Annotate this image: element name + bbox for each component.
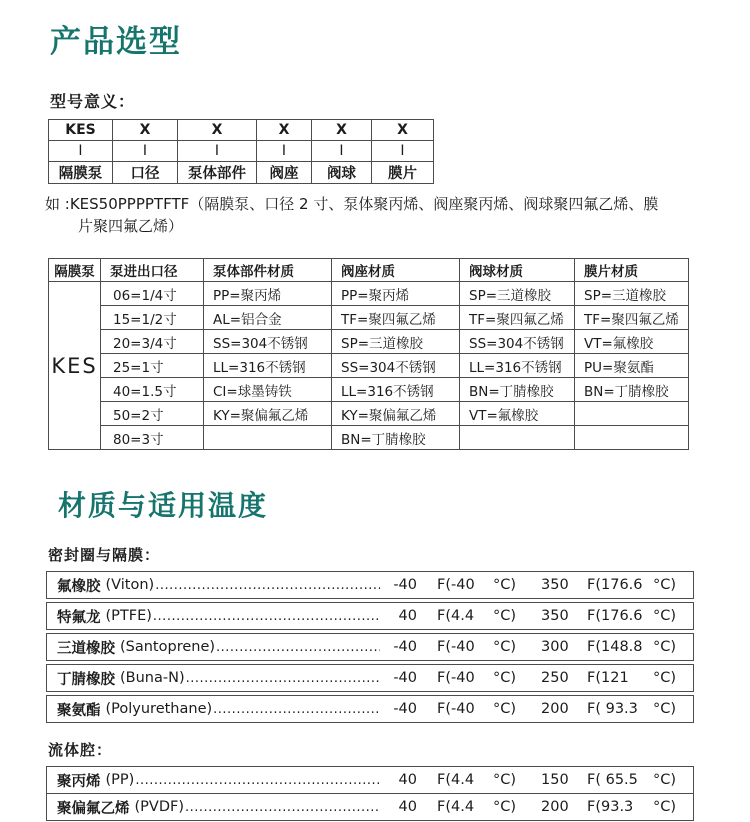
model-code-cell: 膜片 (372, 162, 434, 184)
temp-c-low: F(4.4 (437, 608, 475, 624)
material-name-en: (PTFE) (105, 608, 152, 624)
port-size-cell: 50=2寸 (101, 402, 204, 426)
material-cell: LL=316不锈钢 (460, 354, 575, 378)
selection-header-cell: 膜片材质 (575, 259, 689, 282)
material-cell: KY=聚偏氟乙烯 (204, 402, 332, 426)
material-cell: CI=球墨铸铁 (204, 378, 332, 402)
model-code-row (49, 120, 434, 141)
material-cell: PU=聚氨酯 (575, 354, 689, 378)
model-code-cell: X (113, 120, 178, 141)
selection-row (49, 354, 689, 378)
port-size-cell: 06=1/4寸 (101, 282, 204, 306)
material-name-cn: 氟橡胶 (57, 578, 101, 595)
material-cell: LL=316不锈钢 (332, 378, 460, 402)
selection-row (49, 378, 689, 402)
selection-row (49, 282, 689, 306)
selection-table (48, 258, 689, 450)
temp-c-low-unit: °C) (493, 639, 517, 655)
material-cell: LL=316不锈钢 (204, 354, 332, 378)
temp-c-high: F( 93.3 (587, 701, 638, 717)
selection-row (49, 330, 689, 354)
dot-leader (186, 671, 380, 686)
material-cell: SS=304不锈钢 (460, 330, 575, 354)
selection-table-header-row (49, 259, 689, 282)
model-code-cell: X (257, 120, 312, 141)
temp-c-high-unit: °C) (653, 608, 677, 624)
material-cell: VT=氟橡胶 (460, 402, 575, 426)
material-cell: BN=丁腈橡胶 (460, 378, 575, 402)
material-name-cn: 聚丙烯 (57, 773, 101, 790)
selection-table-body (49, 282, 689, 450)
temp-f-low: -40 (393, 639, 417, 655)
temp-c-high: F(148.8 (587, 639, 643, 655)
temperature-row (46, 793, 694, 821)
model-code-cell: 泵体部件 (178, 162, 257, 184)
model-code-cell: X (372, 120, 434, 141)
port-size-cell: 80=3寸 (101, 426, 204, 450)
model-example-line1: 如 :KES50PPPPTFTF（隔膜泵、口径 2 寸、泵体聚丙烯、阀座聚丙烯、阀球聚四氟乙烯、膜 (45, 195, 659, 213)
dot-leader (216, 640, 380, 655)
temperature-row (46, 571, 694, 599)
fluid-chamber-label: 流体腔： (48, 741, 113, 759)
material-cell: AL=铝合金 (204, 306, 332, 330)
temp-f-high: 200 (541, 799, 569, 815)
material-cell: SS=304不锈钢 (332, 354, 460, 378)
temp-c-high-unit: °C) (653, 577, 677, 593)
material-name-en: (Santoprene) (120, 639, 216, 655)
selection-row (49, 426, 689, 450)
page-title-material-temperature: 材质与适用温度 (58, 489, 269, 522)
selection-row (49, 402, 689, 426)
material-name-cn: 丁腈橡胶 (57, 671, 115, 688)
temp-c-high: F( 65.5 (587, 772, 638, 788)
model-code-cell: 阀座 (257, 162, 312, 184)
model-example-line2: 片聚四氟乙烯） (78, 217, 184, 235)
temp-c-low-unit: °C) (493, 670, 517, 686)
temp-c-low-unit: °C) (493, 577, 517, 593)
port-size-cell: 15=1/2寸 (101, 306, 204, 330)
temp-c-high: F(176.6 (587, 608, 643, 624)
material-name-en: (Polyurethane) (105, 701, 213, 717)
fluid-temperature-table (46, 766, 694, 821)
model-code-row (49, 141, 434, 162)
material-name-cn: 三道橡胶 (57, 640, 115, 657)
selection-header-cell: 隔膜泵 (49, 259, 101, 282)
material-cell: TF=聚四氟乙烯 (575, 306, 689, 330)
material-cell: TF=聚四氟乙烯 (460, 306, 575, 330)
temp-c-high: F(121 (587, 670, 629, 686)
temp-f-low: 40 (398, 799, 417, 815)
material-cell (204, 426, 332, 450)
model-code-cell: I (372, 141, 434, 162)
material-cell: VT=氟橡胶 (575, 330, 689, 354)
material-cell: PP=聚丙烯 (332, 282, 460, 306)
temp-c-low: F(4.4 (437, 799, 475, 815)
temp-f-low: -40 (393, 701, 417, 717)
material-cell (575, 426, 689, 450)
model-meaning-label: 型号意义： (50, 92, 136, 111)
selection-header-cell: 泵进出口径 (101, 259, 204, 282)
model-code-cell: 口径 (113, 162, 178, 184)
port-size-cell: 20=3/4寸 (101, 330, 204, 354)
temp-f-low: -40 (393, 670, 417, 686)
temp-c-high-unit: °C) (653, 799, 677, 815)
model-code-cell: I (49, 141, 113, 162)
material-cell: BN=丁腈橡胶 (332, 426, 460, 450)
temp-c-low: F(4.4 (437, 772, 475, 788)
dot-leader (155, 578, 380, 593)
temp-f-high: 200 (541, 701, 569, 717)
material-name-en: (PP) (105, 772, 135, 788)
material-name-cn: 特氟龙 (57, 609, 101, 626)
seal-diaphragm-label: 密封圈与隔膜： (48, 546, 161, 564)
material-cell: SP=三道橡胶 (575, 282, 689, 306)
temp-f-high: 350 (541, 577, 569, 593)
model-code-table (48, 119, 434, 184)
material-cell: BN=丁腈橡胶 (575, 378, 689, 402)
dot-leader (135, 773, 380, 788)
material-cell: TF=聚四氟乙烯 (332, 306, 460, 330)
material-cell: SS=304不锈钢 (204, 330, 332, 354)
material-cell (460, 426, 575, 450)
material-cell (575, 402, 689, 426)
material-cell: KY=聚偏氟乙烯 (332, 402, 460, 426)
dot-leader (153, 609, 380, 624)
seal-temperature-table (46, 571, 694, 723)
temperature-row (46, 664, 694, 692)
material-cell: SP=三道橡胶 (460, 282, 575, 306)
model-code-cell: I (312, 141, 372, 162)
model-code-cell: X (178, 120, 257, 141)
selection-header-cell: 阀座材质 (332, 259, 460, 282)
selection-header-cell: 泵体部件材质 (204, 259, 332, 282)
dot-leader (213, 702, 380, 717)
model-code-row (49, 162, 434, 184)
temp-c-low: F(-40 (437, 639, 475, 655)
selection-row (49, 306, 689, 330)
port-size-cell: 25=1寸 (101, 354, 204, 378)
selection-header-cell: 阀球材质 (460, 259, 575, 282)
material-name-en: (Buna-N) (120, 670, 185, 686)
temp-c-high-unit: °C) (653, 670, 677, 686)
model-code-cell: 隔膜泵 (49, 162, 113, 184)
temp-c-high-unit: °C) (653, 639, 677, 655)
temp-c-low: F(-40 (437, 701, 475, 717)
material-name-en: (Viton) (105, 577, 155, 593)
temp-f-high: 350 (541, 608, 569, 624)
model-code-cell: X (312, 120, 372, 141)
model-code-cell: I (178, 141, 257, 162)
material-name-cn: 聚氨酯 (57, 702, 101, 719)
material-cell: SP=三道橡胶 (332, 330, 460, 354)
temp-f-low: 40 (398, 608, 417, 624)
temp-c-low-unit: °C) (493, 772, 517, 788)
dot-leader (185, 800, 380, 815)
temperature-row (46, 633, 694, 661)
temp-f-low: -40 (393, 577, 417, 593)
temp-f-high: 250 (541, 670, 569, 686)
temp-c-high: F(176.6 (587, 577, 643, 593)
material-name-en: (PVDF) (134, 799, 184, 815)
temp-c-low: F(-40 (437, 577, 475, 593)
port-size-cell: 40=1.5寸 (101, 378, 204, 402)
model-example-text (45, 193, 705, 237)
temperature-row (46, 602, 694, 630)
temp-c-high: F(93.3 (587, 799, 634, 815)
temperature-row (46, 695, 694, 723)
model-code-cell: 阀球 (312, 162, 372, 184)
temp-c-high-unit: °C) (653, 772, 677, 788)
temp-f-high: 300 (541, 639, 569, 655)
page-title-product-selection: 产品选型 (50, 24, 182, 60)
temp-f-high: 150 (541, 772, 569, 788)
model-code-cell: I (113, 141, 178, 162)
model-code-cell: I (257, 141, 312, 162)
temp-c-low-unit: °C) (493, 608, 517, 624)
model-code-table-body (49, 120, 434, 184)
temp-c-low-unit: °C) (493, 701, 517, 717)
temp-c-low-unit: °C) (493, 799, 517, 815)
series-label-cell: KES (49, 282, 101, 450)
temp-c-high-unit: °C) (653, 701, 677, 717)
temp-f-low: 40 (398, 772, 417, 788)
model-code-cell: KES (49, 120, 113, 141)
temperature-row (46, 766, 694, 794)
material-name-cn: 聚偏氟乙烯 (57, 800, 130, 817)
temp-c-low: F(-40 (437, 670, 475, 686)
material-cell: PP=聚丙烯 (204, 282, 332, 306)
